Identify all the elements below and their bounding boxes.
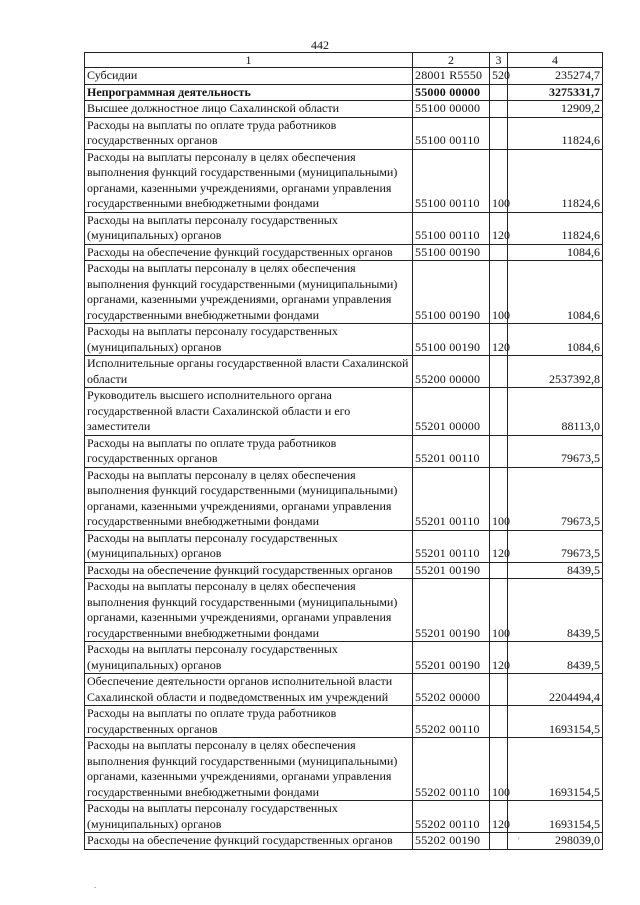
table-row	[85, 579, 603, 642]
table-row	[85, 212, 603, 244]
row-code-cell: 55000 00000	[413, 84, 490, 101]
row-code-cell: 55201 00190	[413, 562, 490, 579]
row-name-cell: Субсидии	[85, 68, 413, 85]
row-code-cell: 55200 00000	[413, 356, 490, 388]
row-code-cell: 55201 00110	[413, 530, 490, 562]
row-sum-cell: 8439,5	[508, 562, 603, 579]
row-sum-cell: 298039,0	[508, 833, 603, 850]
row-code-cell: 55201 00190	[413, 642, 490, 674]
row-name-cell: Расходы на выплаты персоналу в целях обеспечения выполнения функций государственными (муниципальными) органами, казенными учреждениями, органами управления государственными внебюджетными фондами	[85, 579, 413, 642]
row-type-cell: 100	[490, 579, 508, 642]
row-code-cell: 55202 00190	[413, 833, 490, 850]
row-code-cell: 55100 00190	[413, 261, 490, 324]
row-name-cell: Расходы на выплаты персоналу государственных (муниципальных) органов	[85, 801, 413, 833]
row-name-cell: Расходы на выплаты персоналу в целях обеспечения выполнения функций государственными (муниципальными) органами, казенными учреждениями, органами управления государственными внебюджетными фондами	[85, 467, 413, 530]
budget-table	[84, 52, 603, 850]
row-code-cell: 55201 00000	[413, 388, 490, 436]
row-code-cell: 55100 00190	[413, 324, 490, 356]
table-row	[85, 706, 603, 738]
row-code-cell: 55202 00110	[413, 706, 490, 738]
table-row	[85, 149, 603, 212]
row-type-cell: 120	[490, 212, 508, 244]
row-sum-cell: 11824,6	[508, 212, 603, 244]
row-type-cell: 100	[490, 467, 508, 530]
row-sum-cell: 1084,6	[508, 261, 603, 324]
row-type-cell	[490, 706, 508, 738]
row-code-cell: 55202 00110	[413, 801, 490, 833]
table-row	[85, 84, 603, 101]
row-type-cell: 100	[490, 149, 508, 212]
row-sum-cell: 1693154,5	[508, 738, 603, 801]
row-code-cell: 55100 00190	[413, 244, 490, 261]
row-sum-cell: 1693154,5	[508, 706, 603, 738]
table-row	[85, 388, 603, 436]
row-code-cell: 28001 R5550	[413, 68, 490, 85]
row-code-cell: 55201 00110	[413, 467, 490, 530]
table-row	[85, 261, 603, 324]
row-code-cell: 55201 00190	[413, 579, 490, 642]
row-sum-cell: 79673,5	[508, 435, 603, 467]
row-type-cell	[490, 435, 508, 467]
row-type-cell: 520	[490, 68, 508, 85]
row-name-cell: Руководитель высшего исполнительного органа государственной власти Сахалинской области и его заместители	[85, 388, 413, 436]
table-row	[85, 68, 603, 85]
row-type-cell	[490, 562, 508, 579]
table-header-row	[85, 53, 603, 68]
row-sum-cell: 11824,6	[508, 117, 603, 149]
table-row	[85, 674, 603, 706]
table-row	[85, 356, 603, 388]
row-type-cell	[490, 101, 508, 118]
row-sum-cell: 8439,5	[508, 579, 603, 642]
header-cell-code: 2	[413, 53, 490, 68]
row-code-cell: 55100 00110	[413, 117, 490, 149]
header-cell-type: 3	[490, 53, 508, 68]
row-sum-cell: 12909,2	[508, 101, 603, 118]
row-sum-cell: 79673,5	[508, 467, 603, 530]
row-type-cell	[490, 674, 508, 706]
scan-mark: .	[94, 880, 97, 890]
row-code-cell: 55202 00110	[413, 738, 490, 801]
table-row	[85, 738, 603, 801]
budget-table-body	[85, 53, 603, 850]
row-name-cell: Расходы на выплаты по оплате труда работников государственных органов	[85, 706, 413, 738]
table-row	[85, 244, 603, 261]
row-name-cell: Исполнительные органы государственной власти Сахалинской области	[85, 356, 413, 388]
row-type-cell: 100	[490, 261, 508, 324]
row-type-cell: 120	[490, 530, 508, 562]
table-row	[85, 101, 603, 118]
row-name-cell: Расходы на выплаты персоналу в целях обеспечения выполнения функций государственными (муниципальными) органами, казенными учреждениями, органами управления государственными внебюджетными фондами	[85, 261, 413, 324]
row-sum-cell: 1084,6	[508, 324, 603, 356]
row-code-cell: 55100 00000	[413, 101, 490, 118]
table-row	[85, 562, 603, 579]
row-type-cell	[490, 244, 508, 261]
page-number: 442	[311, 38, 329, 52]
row-type-cell: 100	[490, 738, 508, 801]
table-row	[85, 833, 603, 850]
row-code-cell: 55100 00110	[413, 212, 490, 244]
row-type-cell: 120	[490, 642, 508, 674]
row-name-cell: Высшее должностное лицо Сахалинской области	[85, 101, 413, 118]
row-type-cell: 120	[490, 324, 508, 356]
row-sum-cell: 3275331,7	[508, 84, 603, 101]
table-row	[85, 324, 603, 356]
row-sum-cell: 235274,7	[508, 68, 603, 85]
row-sum-cell: 2204494,4	[508, 674, 603, 706]
table-row	[85, 642, 603, 674]
header-cell-name: 1	[85, 53, 413, 68]
table-row	[85, 530, 603, 562]
row-name-cell: Расходы на выплаты по оплате труда работников государственных органов	[85, 435, 413, 467]
scan-mark: '	[518, 836, 520, 846]
row-type-cell	[490, 833, 508, 850]
row-type-cell	[490, 84, 508, 101]
row-sum-cell: 79673,5	[508, 530, 603, 562]
row-type-cell	[490, 356, 508, 388]
row-type-cell	[490, 117, 508, 149]
row-name-cell: Расходы на выплаты персоналу государственных (муниципальных) органов	[85, 324, 413, 356]
row-sum-cell: 88113,0	[508, 388, 603, 436]
table-row	[85, 801, 603, 833]
row-code-cell: 55100 00110	[413, 149, 490, 212]
row-name-cell: Расходы на выплаты персоналу государственных (муниципальных) органов	[85, 530, 413, 562]
table-row	[85, 467, 603, 530]
row-name-cell: Расходы на обеспечение функций государственных органов	[85, 562, 413, 579]
row-name-cell: Расходы на выплаты персоналу в целях обеспечения выполнения функций государственными (муниципальными) органами, казенными учреждениями, органами управления государственными внебюджетными фондами	[85, 149, 413, 212]
row-sum-cell: 8439,5	[508, 642, 603, 674]
row-name-cell: Расходы на выплаты по оплате труда работников государственных органов	[85, 117, 413, 149]
row-sum-cell: 1084,6	[508, 244, 603, 261]
table-row	[85, 117, 603, 149]
row-code-cell: 55202 00000	[413, 674, 490, 706]
row-name-cell: Расходы на обеспечение функций государственных органов	[85, 833, 413, 850]
row-name-cell: Расходы на выплаты персоналу в целях обеспечения выполнения функций государственными (муниципальными) органами, казенными учреждениями, органами управления государственными внебюджетными фондами	[85, 738, 413, 801]
row-name-cell: Непрограммная деятельность	[85, 84, 413, 101]
row-name-cell: Обеспечение деятельности органов исполнительной власти Сахалинской области и подведомственных им учреждений	[85, 674, 413, 706]
row-name-cell: Расходы на обеспечение функций государственных органов	[85, 244, 413, 261]
row-name-cell: Расходы на выплаты персоналу государственных (муниципальных) органов	[85, 212, 413, 244]
table-row	[85, 435, 603, 467]
row-sum-cell: 11824,6	[508, 149, 603, 212]
row-sum-cell: 2537392,8	[508, 356, 603, 388]
row-sum-cell: 1693154,5	[508, 801, 603, 833]
row-type-cell: 120	[490, 801, 508, 833]
header-cell-sum: 4	[508, 53, 603, 68]
row-type-cell	[490, 388, 508, 436]
row-name-cell: Расходы на выплаты персоналу государственных (муниципальных) органов	[85, 642, 413, 674]
row-code-cell: 55201 00110	[413, 435, 490, 467]
